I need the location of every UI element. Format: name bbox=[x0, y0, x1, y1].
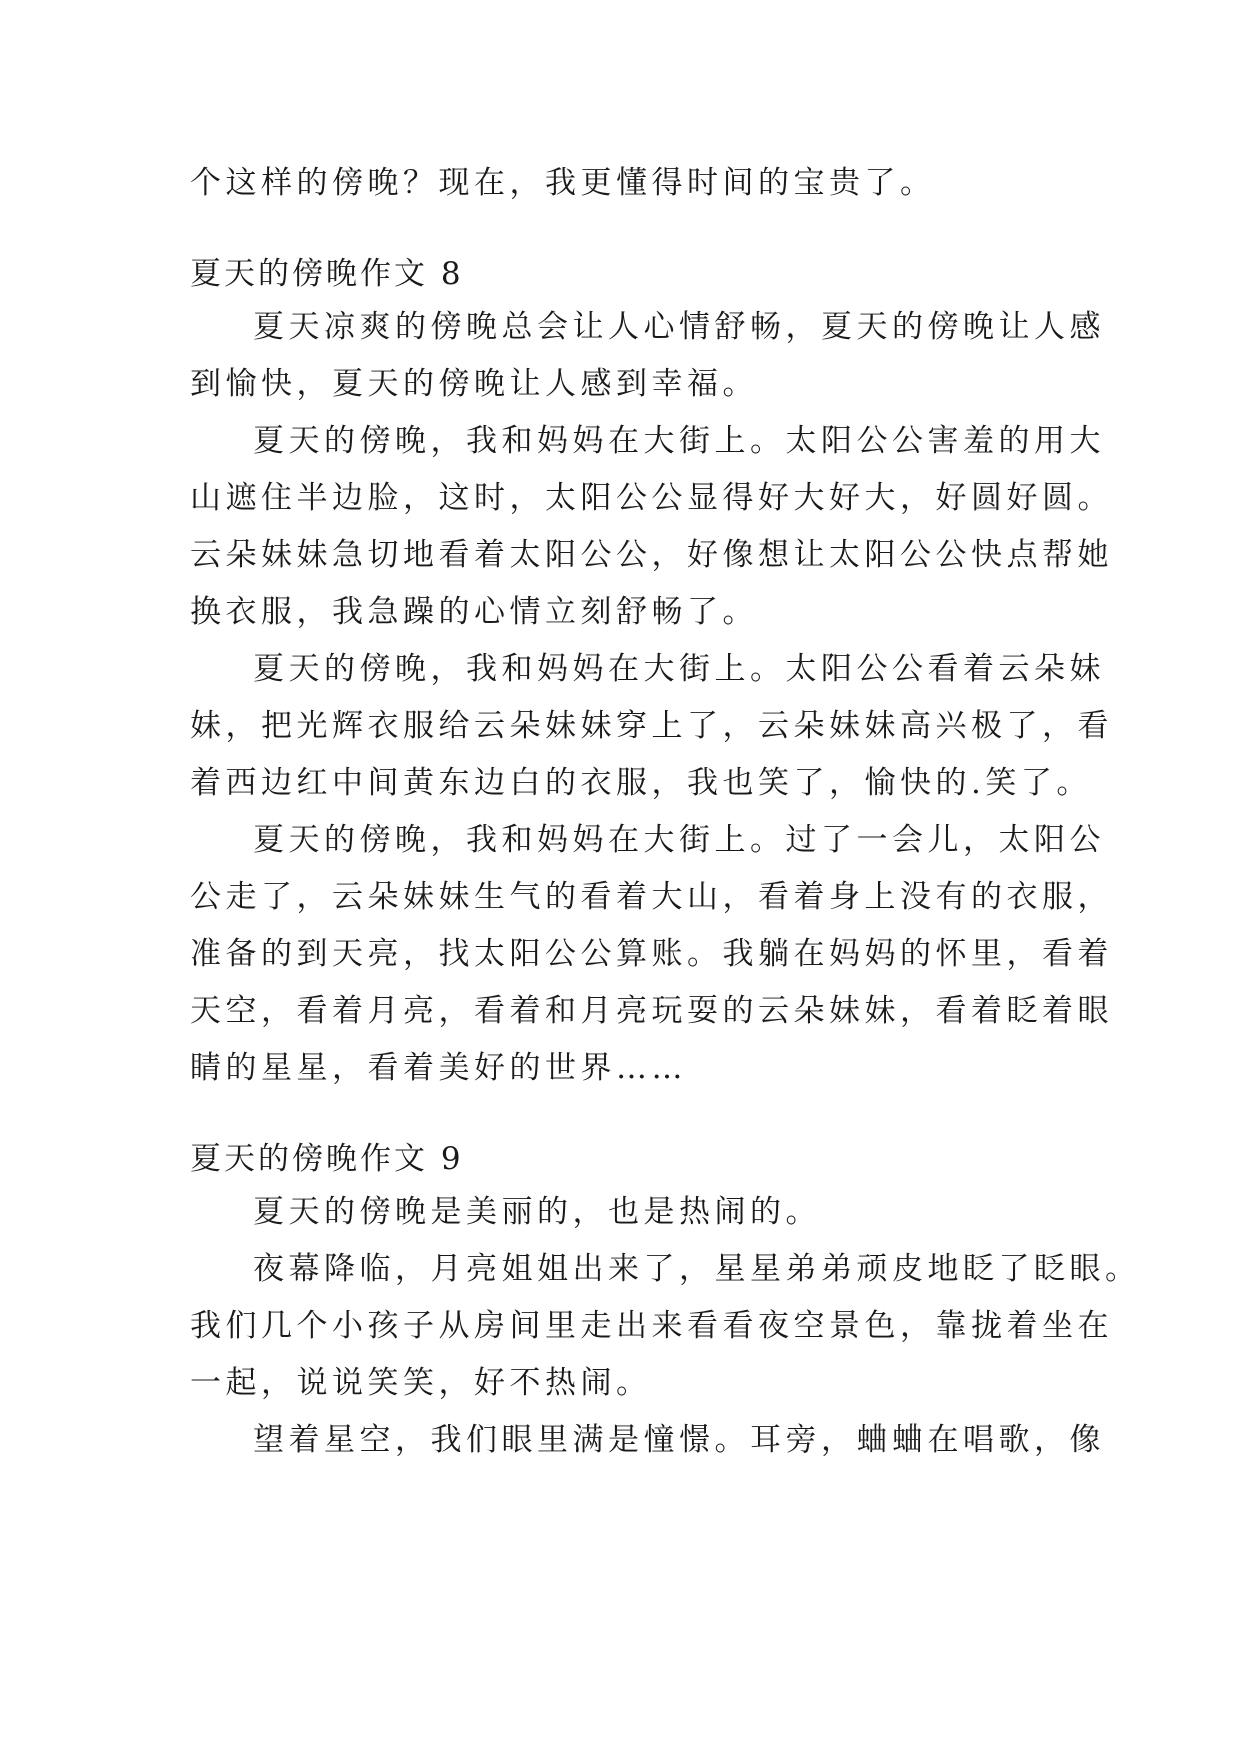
text-line: 云朵妹妹急切地看着太阳公公，好像想让太阳公公快点帮她 bbox=[190, 537, 1113, 573]
section-heading-9: 夏天的傍晚作文 9 bbox=[190, 1141, 464, 1177]
text-line: 望着星空，我们眼里满是憧憬。耳旁，蛐蛐在唱歌，像 bbox=[253, 1422, 1105, 1458]
text-line: 天空，看着月亮，看着和月亮玩耍的云朵妹妹，看着眨着眼 bbox=[190, 993, 1113, 1029]
text-line: 一起，说说笑笑，好不热闹。 bbox=[190, 1365, 652, 1401]
text-line: 准备的到天亮，找太阳公公算账。我躺在妈妈的怀里，看着 bbox=[190, 936, 1113, 972]
text-line: 夏天的傍晚，我和妈妈在大街上。太阳公公看着云朵妹 bbox=[253, 651, 1105, 687]
section-heading-8: 夏天的傍晚作文 8 bbox=[190, 256, 464, 292]
text-line: 我们几个小孩子从房间里走出来看看夜空景色，靠拢着坐在 bbox=[190, 1308, 1113, 1344]
text-line: 夏天的傍晚，我和妈妈在大街上。太阳公公害羞的用大 bbox=[253, 423, 1105, 459]
text-line: 山遮住半边脸，这时，太阳公公显得好大好大，好圆好圆。 bbox=[190, 480, 1113, 516]
text-line: 夏天的傍晚是美丽的，也是热闹的。 bbox=[253, 1194, 821, 1230]
text-line: 夜幕降临，月亮姐姐出来了，星星弟弟顽皮地眨了眨眼。 bbox=[253, 1251, 1141, 1287]
text-line: 着西边红中间黄东边白的衣服，我也笑了，愉快的.笑了。 bbox=[190, 765, 1092, 801]
text-line: 换衣服，我急躁的心情立刻舒畅了。 bbox=[190, 594, 758, 630]
text-line: 睛的星星，看着美好的世界…… bbox=[190, 1050, 687, 1086]
text-line: 夏天的傍晚，我和妈妈在大街上。过了一会儿，太阳公 bbox=[253, 822, 1105, 858]
text-line: 公走了，云朵妹妹生气的看着大山，看着身上没有的衣服， bbox=[190, 879, 1113, 915]
text-line: 妹，把光辉衣服给云朵妹妹穿上了，云朵妹妹高兴极了，看 bbox=[190, 708, 1113, 744]
text-line: 到愉快，夏天的傍晚让人感到幸福。 bbox=[190, 366, 758, 402]
text-line: 夏天凉爽的傍晚总会让人心情舒畅，夏天的傍晚让人感 bbox=[253, 309, 1105, 345]
text-line: 个这样的傍晚？现在，我更懂得时间的宝贵了。 bbox=[190, 165, 936, 201]
